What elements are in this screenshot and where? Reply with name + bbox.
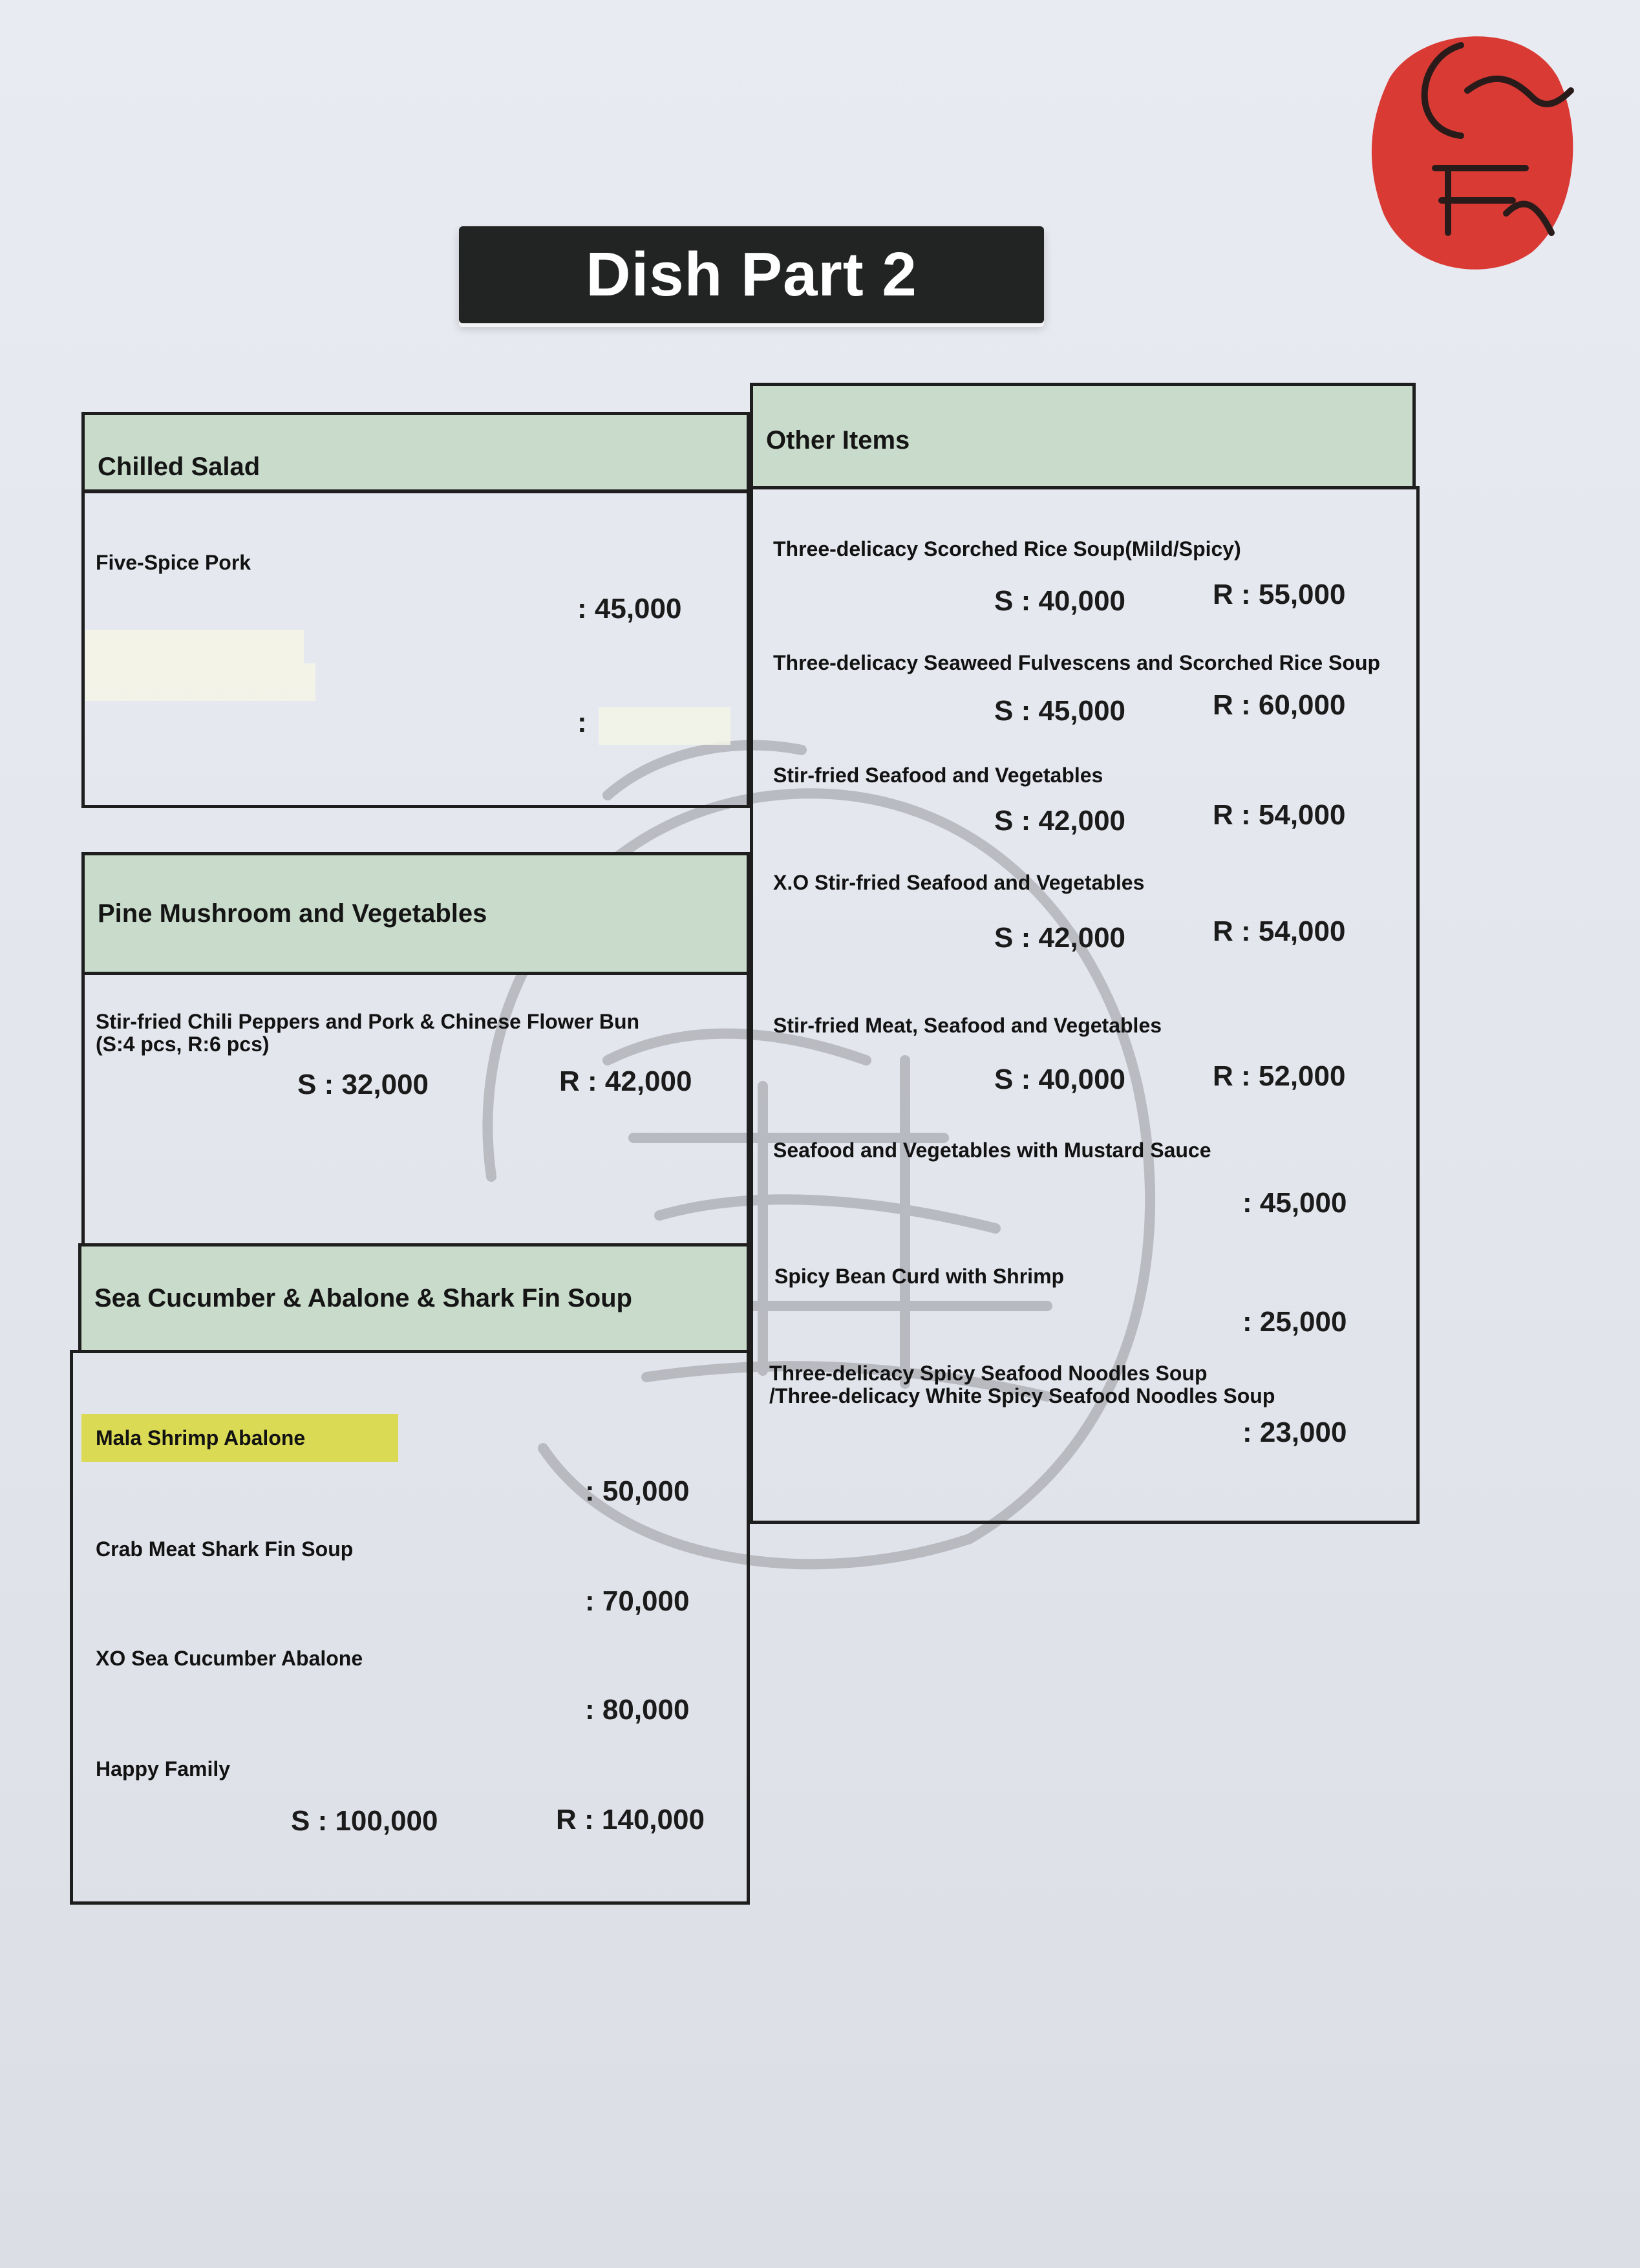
redacted-item-name xyxy=(85,663,315,701)
item-price-small-stir-fried-meat-seafood-vegetables: S : 40,000 xyxy=(994,1064,1126,1095)
item-price-small-seaweed-scorched-rice-soup: S : 45,000 xyxy=(994,695,1126,727)
item-price-regular-stir-fried-meat-seafood-vegetables: R : 52,000 xyxy=(1213,1060,1346,1092)
item-price-small-scorched-rice-soup: S : 40,000 xyxy=(994,585,1126,617)
item-price-seafood-vegetables-mustard-sauce: : 45,000 xyxy=(1242,1187,1347,1219)
item-price-xo-sea-cucumber-abalone: : 80,000 xyxy=(585,1694,690,1726)
item-name-spicy-seafood-noodles-soup: Three-delicacy Spicy Seafood Noodles Soup xyxy=(769,1362,1208,1385)
section-header-pine-mushroom: Pine Mushroom and Vegetables xyxy=(81,852,750,975)
item-price-redacted: : xyxy=(577,707,587,738)
item-name-crab-meat-shark-fin-soup: Crab Meat Shark Fin Soup xyxy=(96,1537,354,1561)
item-price-regular-chili-pork-flower-bun: R : 42,000 xyxy=(559,1065,692,1097)
item-name-stir-fried-seafood-vegetables: Stir-fried Seafood and Vegetables xyxy=(773,764,1103,787)
item-subname-white-spicy-seafood-noodles-soup: /Three-delicacy White Spicy Seafood Noodles Soup xyxy=(769,1384,1275,1407)
item-name-seafood-vegetables-mustard-sauce: Seafood and Vegetables with Mustard Sauce xyxy=(773,1139,1211,1162)
item-name-stir-fried-meat-seafood-vegetables: Stir-fried Meat, Seafood and Vegetables xyxy=(773,1014,1162,1037)
item-price-regular-seaweed-scorched-rice-soup: R : 60,000 xyxy=(1213,689,1346,721)
item-price-small-stir-fried-seafood-vegetables: S : 42,000 xyxy=(994,805,1126,837)
section-header-chilled-salad: Chilled Salad xyxy=(81,412,750,493)
section-header-sea-cucumber: Sea Cucumber & Abalone & Shark Fin Soup xyxy=(78,1243,750,1353)
item-name-happy-family: Happy Family xyxy=(96,1757,231,1781)
item-price-five-spice-pork: : 45,000 xyxy=(577,593,682,625)
item-name-chili-pork-flower-bun: Stir-fried Chili Peppers and Pork & Chinese Flower Bun xyxy=(96,1010,640,1033)
item-price-small-chili-pork-flower-bun: S : 32,000 xyxy=(297,1069,429,1100)
item-price-regular-xo-stir-fried-seafood-vegetables: R : 54,000 xyxy=(1213,915,1346,947)
item-price-crab-meat-shark-fin-soup: : 70,000 xyxy=(585,1585,690,1617)
item-name-scorched-rice-soup: Three-delicacy Scorched Rice Soup(Mild/Spicy) xyxy=(773,537,1241,561)
item-price-small-happy-family: S : 100,000 xyxy=(291,1805,438,1837)
item-name-xo-stir-fried-seafood-vegetables: X.O Stir-fried Seafood and Vegetables xyxy=(773,871,1145,894)
item-price-mala-shrimp-abalone: : 50,000 xyxy=(585,1475,690,1507)
item-price-spicy-seafood-noodles-soup: : 23,000 xyxy=(1242,1417,1347,1448)
item-price-regular-scorched-rice-soup: R : 55,000 xyxy=(1213,579,1346,610)
item-price-regular-stir-fried-seafood-vegetables: R : 54,000 xyxy=(1213,799,1346,831)
section-header-other-items: Other Items xyxy=(750,383,1416,489)
page-title: Dish Part 2 xyxy=(459,226,1044,323)
item-price-small-xo-stir-fried-seafood-vegetables: S : 42,000 xyxy=(994,922,1126,954)
item-price-spicy-bean-curd-shrimp: : 25,000 xyxy=(1242,1306,1347,1338)
item-name-seaweed-scorched-rice-soup: Three-delicacy Seaweed Fulvescens and Scorched Rice Soup xyxy=(773,651,1381,674)
item-name-spicy-bean-curd-shrimp: Spicy Bean Curd with Shrimp xyxy=(774,1265,1065,1288)
item-name-five-spice-pork: Five-Spice Pork xyxy=(96,551,251,574)
redacted-item-price xyxy=(599,707,730,745)
item-price-regular-happy-family: R : 140,000 xyxy=(556,1804,705,1835)
item-subname-chili-pork-flower-bun: (S:4 pcs, R:6 pcs) xyxy=(96,1032,270,1056)
item-name-mala-shrimp-abalone: Mala Shrimp Abalone xyxy=(96,1426,306,1450)
redacted-item-name xyxy=(85,630,304,663)
item-name-xo-sea-cucumber-abalone: XO Sea Cucumber Abalone xyxy=(96,1647,363,1670)
restaurant-logo xyxy=(1364,19,1577,278)
